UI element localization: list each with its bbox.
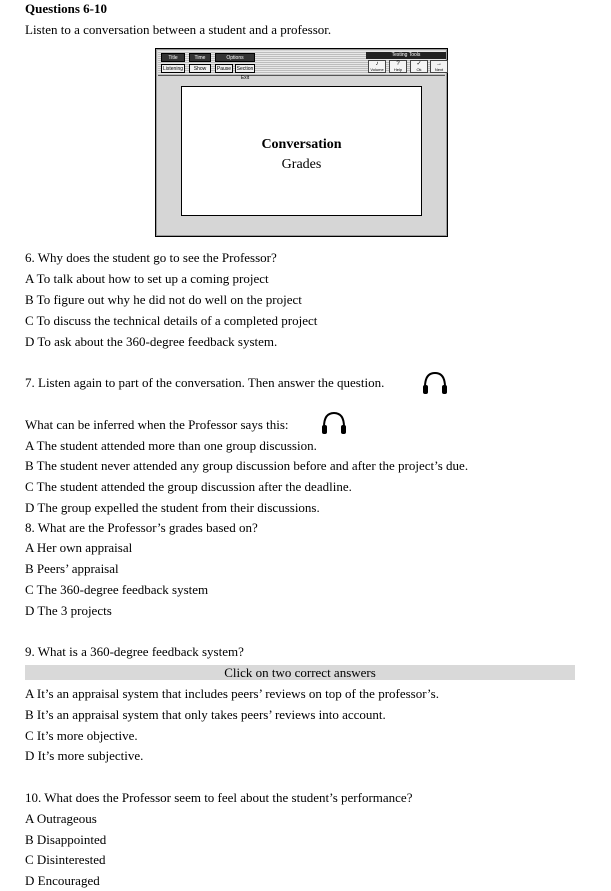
q6-question: 6. Why does the student go to see the Professor? xyxy=(25,250,277,265)
volume-label: Volume xyxy=(370,67,384,72)
volume-tool-button[interactable] xyxy=(368,60,386,73)
intro-text: Listen to a conversation between a student and a professor. xyxy=(25,22,332,37)
q10-question: 10. What does the Professor seem to feel about the student’s performance? xyxy=(25,790,413,805)
q6-option-c[interactable]: C To discuss the technical details of a completed project xyxy=(25,313,318,328)
ok-label: Ok xyxy=(416,67,422,72)
q9-option-d[interactable]: D It’s more subjective. xyxy=(25,748,144,763)
q9-option-b[interactable]: B It’s an appraisal system that only takes peers’ reviews into account. xyxy=(25,707,386,722)
q7-option-a[interactable]: A The student attended more than one group discussion. xyxy=(25,438,317,453)
q10-option-b[interactable]: B Disappointed xyxy=(25,832,107,847)
q7-prompt: What can be inferred when the Professor says this: xyxy=(25,417,289,432)
pause-button[interactable]: Pause xyxy=(216,66,232,72)
q6-option-d[interactable]: D To ask about the 360-degree feedback system. xyxy=(25,334,278,349)
section-title: Questions 6-10 xyxy=(25,1,107,16)
q9-option-a[interactable]: A It’s an appraisal system that includes peers’ reviews on top of the professor’s. xyxy=(25,686,439,701)
help-label: Help xyxy=(393,67,403,72)
q8-option-d[interactable]: D The 3 projects xyxy=(25,603,112,618)
test-player-window xyxy=(155,48,448,237)
q8-option-c[interactable]: C The 360-degree feedback system xyxy=(25,582,209,597)
help-icon: ? xyxy=(396,61,400,67)
time-button[interactable]: Time xyxy=(189,53,211,62)
next-label: Next xyxy=(434,67,444,72)
next-tool-button[interactable] xyxy=(430,60,448,73)
show-button[interactable]: Show xyxy=(189,64,211,73)
player-toolbar xyxy=(158,51,445,81)
player-screen xyxy=(181,86,422,216)
options-button[interactable]: Options xyxy=(215,53,255,62)
testing-tools-label: Testing Tools xyxy=(366,52,446,59)
headphones-icon[interactable] xyxy=(421,369,449,397)
screen-title: Conversation xyxy=(261,137,342,152)
q7-option-c[interactable]: C The student attended the group discussion after the deadline. xyxy=(25,479,352,494)
q10-option-c[interactable]: C Disinterested xyxy=(25,852,106,867)
help-tool-button[interactable] xyxy=(389,60,407,73)
q7-option-d[interactable]: D The group expelled the student from their discussions. xyxy=(25,500,320,515)
title-button[interactable]: Title xyxy=(161,53,185,62)
q8-question: 8. What are the Professor’s grades based on? xyxy=(25,520,258,535)
q6-option-a[interactable]: A To talk about how to set up a coming project xyxy=(25,271,269,286)
q10-option-a[interactable]: A Outrageous xyxy=(25,811,97,826)
section-exit-button[interactable]: Section Exit xyxy=(236,66,254,81)
ok-icon: ✓ xyxy=(416,61,422,67)
q7-question: 7. Listen again to part of the conversation. Then answer the question. xyxy=(25,375,385,390)
headphones-replay-icon[interactable] xyxy=(320,409,348,437)
q8-option-b[interactable]: B Peers’ appraisal xyxy=(25,561,119,576)
listening-button[interactable]: Listening xyxy=(162,66,183,72)
next-icon: → xyxy=(436,61,442,67)
ok-tool-button[interactable] xyxy=(410,60,428,73)
q9-question: 9. What is a 360-degree feedback system? xyxy=(25,644,244,659)
screen-subtitle: Grades xyxy=(281,157,322,172)
q10-option-d[interactable]: D Encouraged xyxy=(25,873,100,888)
q9-option-c[interactable]: C It’s more objective. xyxy=(25,728,138,743)
q7-option-b[interactable]: B The student never attended any group discussion before and after the project’s due. xyxy=(25,458,469,473)
volume-icon: ♪ xyxy=(375,61,379,67)
q8-option-a[interactable]: A Her own appraisal xyxy=(25,540,133,555)
q6-option-b[interactable]: B To figure out why he did not do well on the project xyxy=(25,292,302,307)
q9-instruction: Click on two correct answers xyxy=(25,665,575,680)
